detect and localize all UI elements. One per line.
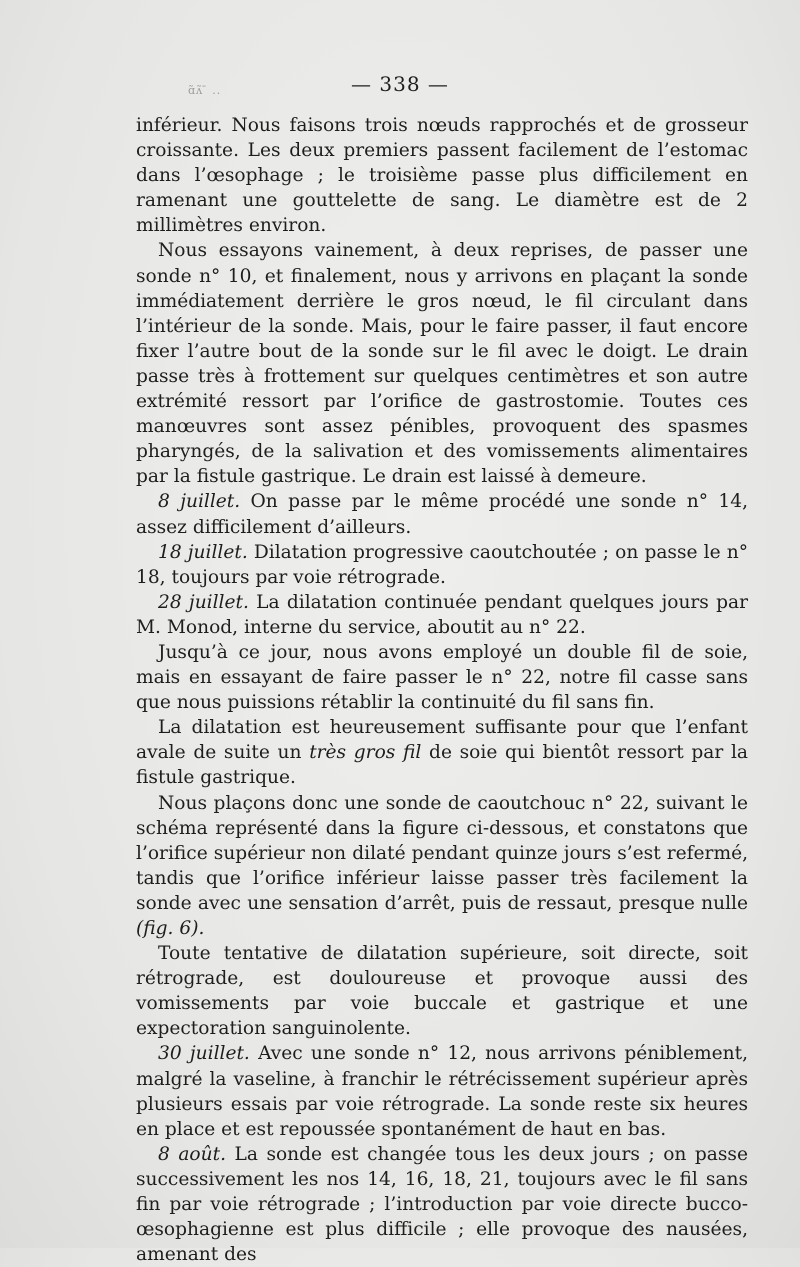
paragraph-6: Jusqu’à ce jour, nous avons employé un double fil de soie, mais en essayant de faire passer le n° 22, notre fil casse sans que nous puissions rétablir la continuité du fil sans fin. [136,641,748,714]
paragraph-9: Toute tentative de dilatation supérieure, soit directe, soit rétrograde, est douloureuse et provoque aussi des vomissements par voie buccale et gastrique et une expectoration sanguinolente. [136,943,748,1040]
ink-smudge: ɑ̃ᴧ̃ ̄ .. [188,84,222,97]
paragraph-3: 8 juillet. On passe par le même procédé une sonde n° 14, assez difficilement d’ailleurs. [136,491,748,538]
paragraph-8: Nous plaçons donc une sonde de caoutchouc n° 22, suivant le schéma représenté dans la figure ci-dessous, et constatons que l’orifice supérieur non dilaté pendant quinze jours s’est refermé, tandis que l’orifice inférieur laisse passer très facilement la sonde avec une sensation d’arrêt, puis de ressaut, presque nulle (fig. 6). [136,792,748,939]
paragraph-1: inférieur. Nous faisons trois nœuds rapprochés et de grosseur croissante. Les deux premiers passent facilement de l’estomac dans l’œsophage ; le troisième passe plus difficilement en ramenant une gouttelette de sang. Le diamètre est de 2 millimètres environ. [136,115,748,237]
paragraph-10: 30 juillet. Avec une sonde n° 12, nous arrivons péniblement, malgré la vaseline, à franchir le rétrécissement supérieur après plusieurs essais par voie rétrograde. La sonde reste six heures en place et est repoussée spontanément de haut en bas. [136,1043,748,1140]
paragraph-7: La dilatation est heureusement suffisante pour que l’enfant avale de suite un très gros fil de soie qui bientôt ressort par la fistule gastrique. [136,717,748,789]
figure-reference: (fig. 6). [136,918,205,939]
emphasis-tres-gros-fil: très gros fil [309,742,422,764]
date-8-juillet: 8 juillet. [158,491,241,513]
date-18-juillet: 18 juillet. [158,541,248,563]
date-8-aout: 8 août. [158,1143,226,1165]
paragraph-5: 28 juillet. La dilatation continuée pendant quelques jours par M. Monod, interne du service, aboutit au n° 22. [136,591,748,638]
paragraph-4: 18 juillet. Dilatation progressive caoutchoutée ; on passe le n° 18, toujours par voie rétrograde. [136,541,748,588]
date-30-juillet: 30 juillet. [158,1043,250,1065]
paragraph-11: 8 août. La sonde est changée tous les deux jours ; on passe successivement les nos 14, 16, 18, 21, toujours avec le fil sans fin par voie rétrograde ; l’introduction par voie directe bucco-œsophagienne est plus difficile ; elle provoque des nausées, amenant des [136,1143,748,1266]
date-28-juillet: 28 juillet. [158,591,249,613]
body-text [136,113,748,1267]
paragraph-2: Nous essayons vainement, à deux reprises, de passer une sonde n° 10, et finalement, nous y arrivons en plaçant la sonde immédiatement derrière le gros nœud, le fil circulant dans l’intérieur de la sonde. Mais, pour le faire passer, il faut encore fixer l’autre bout de la sonde sur le fil avec le doigt. Le drain passe très à frottement sur quelques centimètres et son autre extrémité ressort par l’orifice de gastrostomie. Toutes ces manœuvres sont assez pénibles, provoquent des spasmes pharyngés, de la salivation et des vomissements alimentaires par la fistule gastrique. Le drain est laissé à demeure. [136,240,748,488]
page-number: — 338 — [351,72,449,96]
